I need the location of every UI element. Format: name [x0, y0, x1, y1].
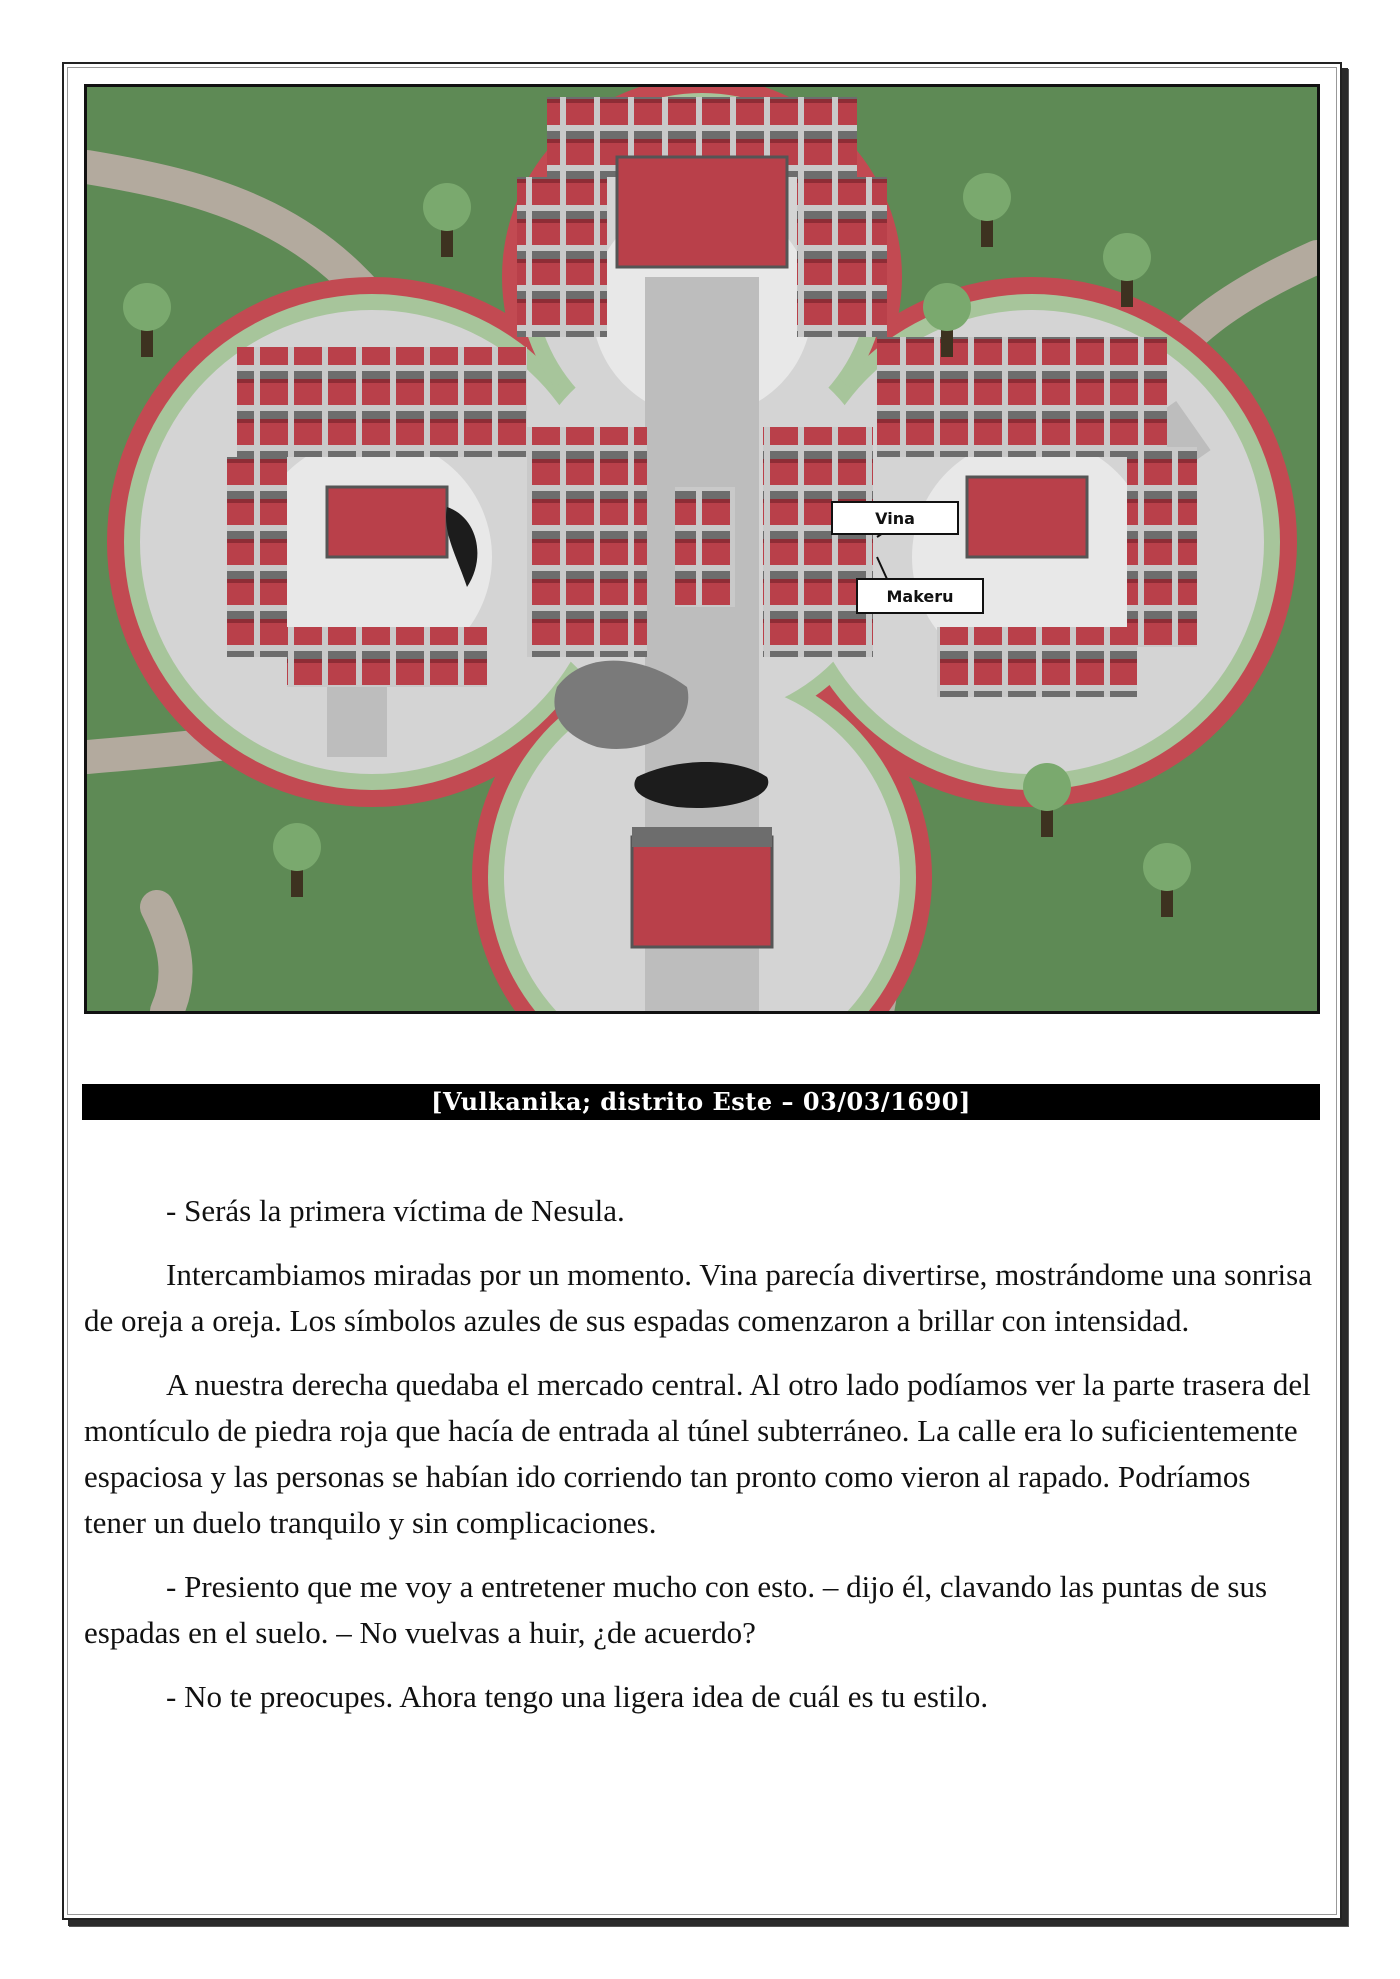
story-text — [84, 1188, 1320, 1738]
paragraph: - Presiento que me voy a entretener mucho con esto. – dijo él, clavando las puntas de sus espadas en el suelo. – No vuelvas a huir, ¿de acuerdo? — [84, 1569, 1268, 1650]
paragraph: - Serás la primera víctima de Nesula. — [166, 1193, 625, 1228]
paragraph: A nuestra derecha quedaba el mercado central. Al otro lado podíamos ver la parte trasera del montículo de piedra roja que hacía de entrada al túnel subterráneo. La calle era lo suficientemente espaciosa y las personas se habían ido corriendo tan pronto como vieron al rapado. Podríamos tener un duelo tranquilo y sin complicaciones. — [84, 1367, 1311, 1540]
paragraph: Intercambiamos miradas por un momento. Vina parecía divertirse, mostrándome una sonrisa de oreja a oreja. Los símbolos azules de sus espadas comenzaron a brillar con intensidad. — [84, 1257, 1312, 1338]
makeru-label: Makeru — [886, 587, 954, 606]
vina-callout — [832, 502, 958, 537]
city-map-drawing — [87, 87, 1317, 1011]
city-map — [84, 84, 1320, 1014]
vina-label: Vina — [875, 509, 915, 528]
scene-caption: [Vulkanika; distrito Este – 03/03/1690] — [82, 1084, 1320, 1120]
paragraph: - No te preocupes. Ahora tengo una ligera idea de cuál es tu estilo. — [166, 1679, 989, 1714]
